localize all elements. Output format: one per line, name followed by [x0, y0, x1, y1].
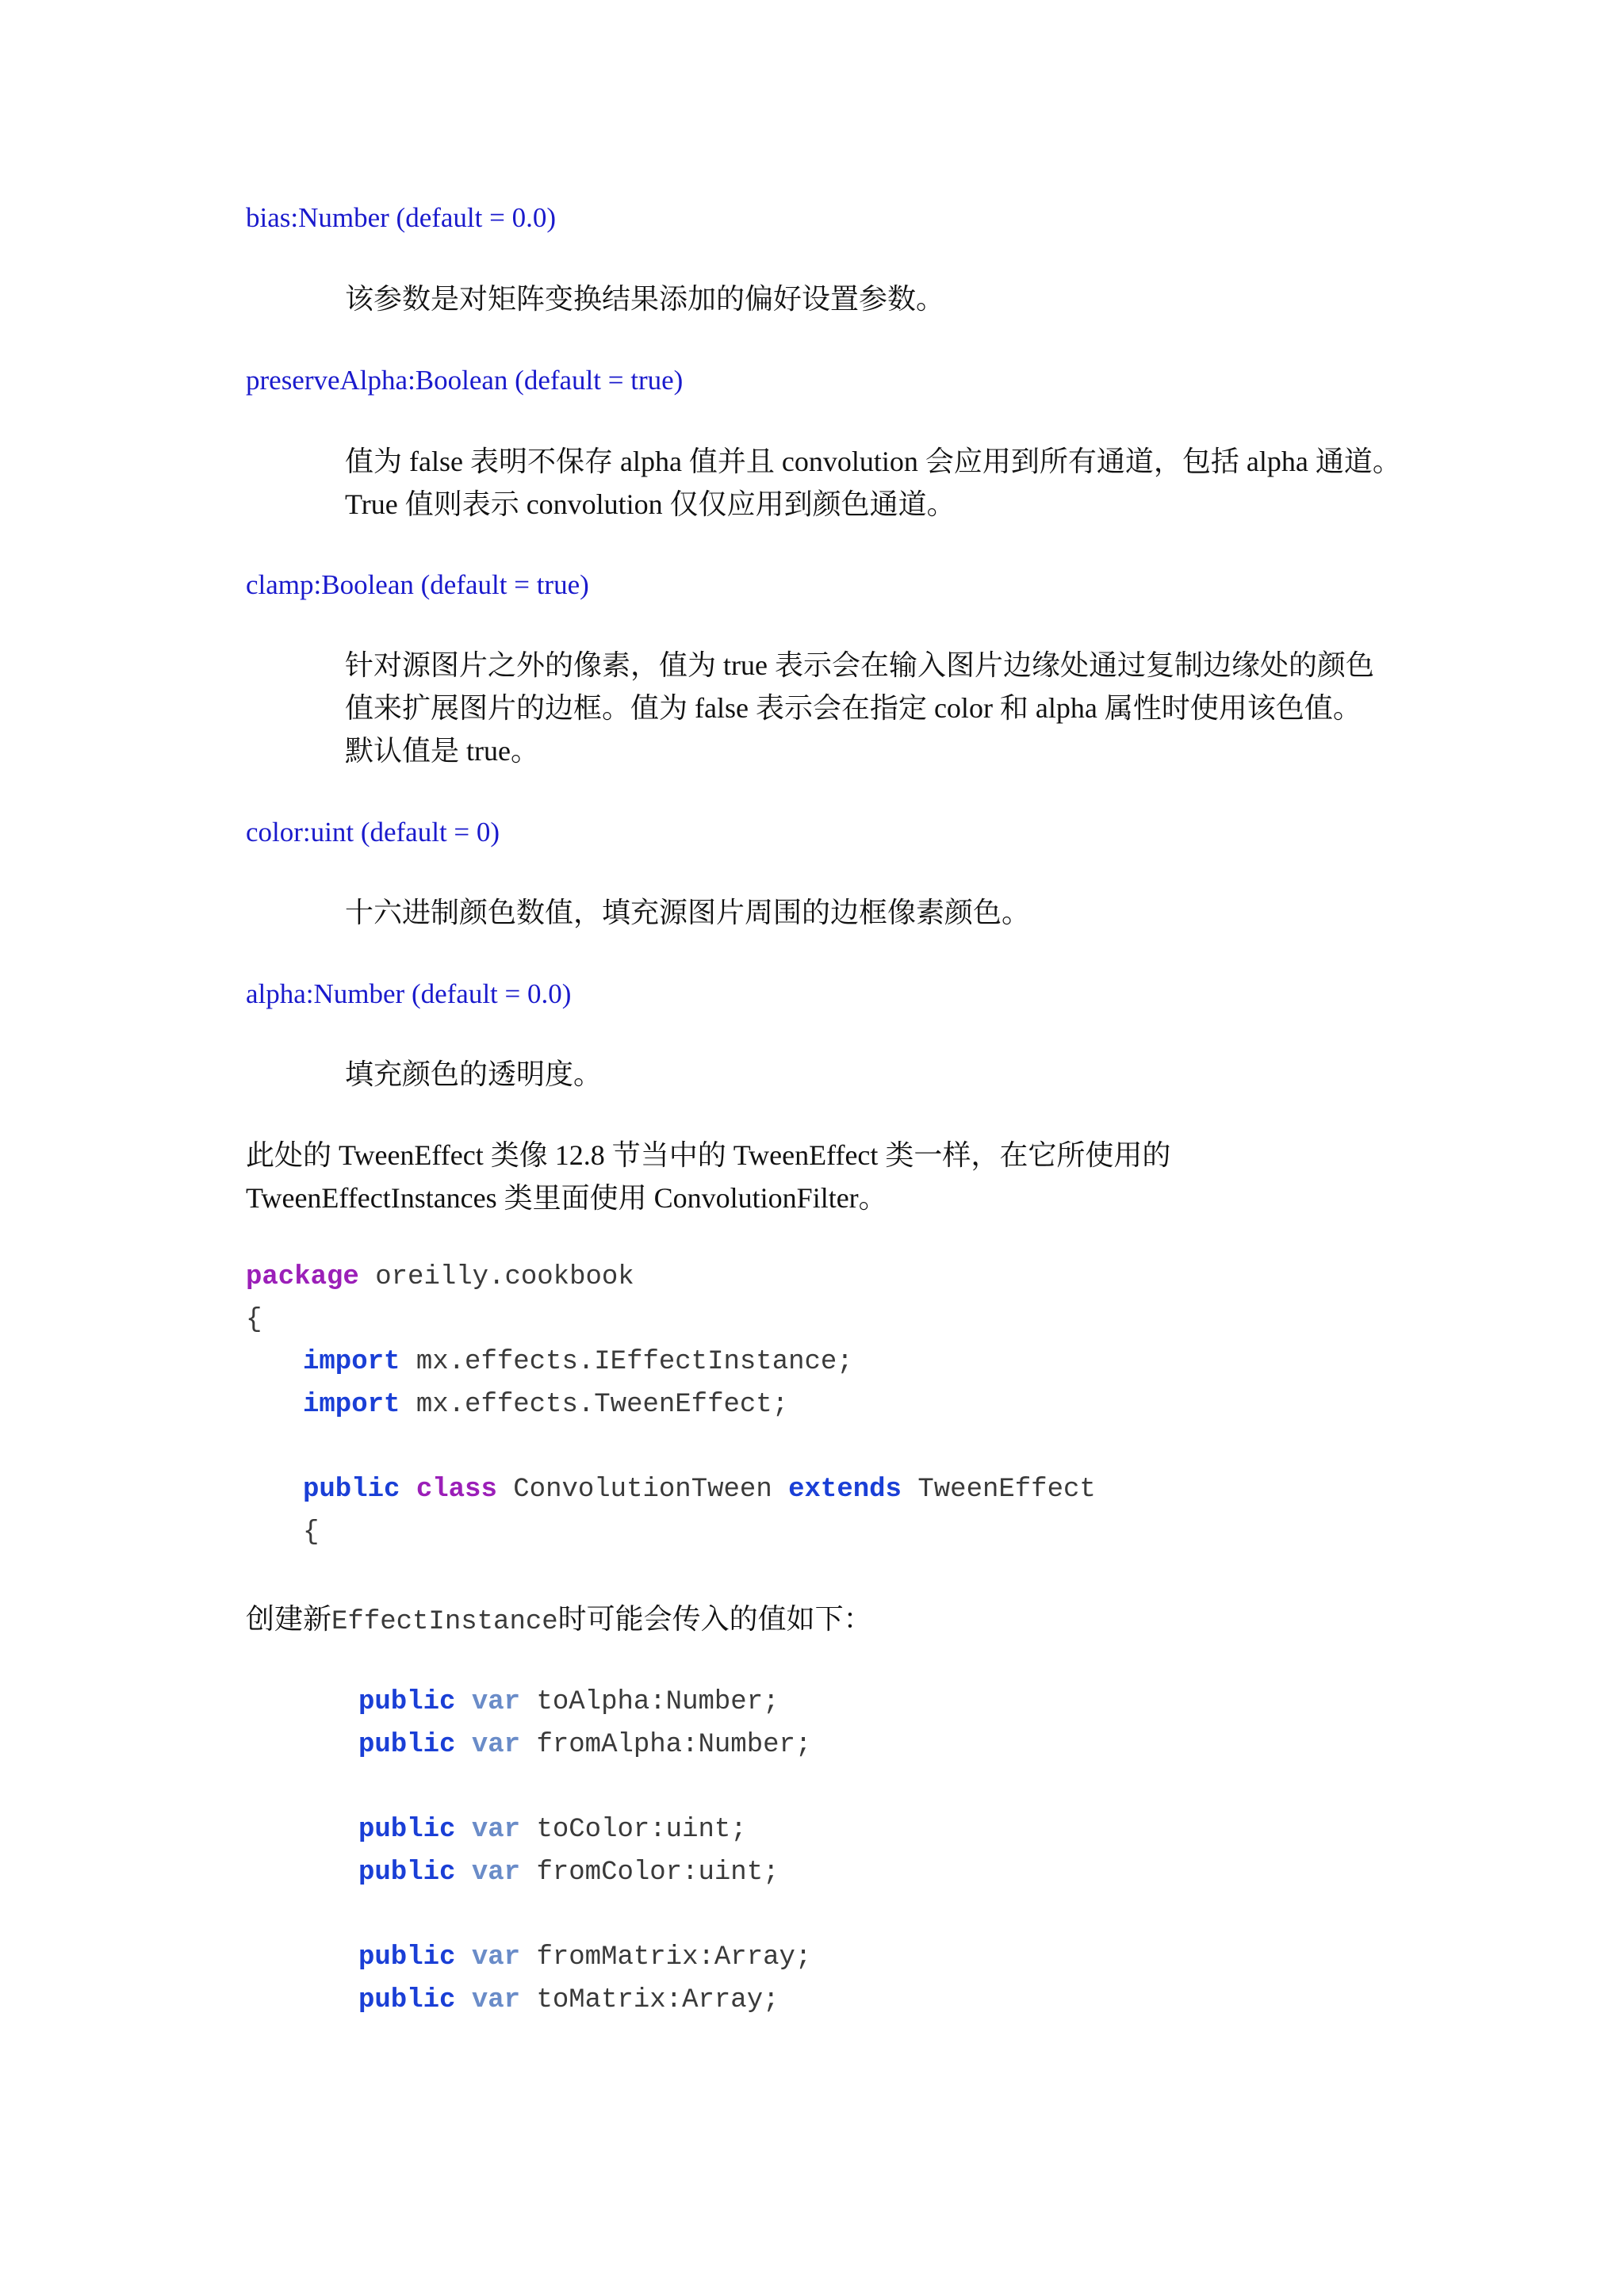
- param-desc-clamp-line-2: 值来扩展图片的边框。值为 false 表示会在指定 color 和 alpha 属性时使用该色值。: [345, 692, 1362, 724]
- keyword-public: public: [303, 1475, 400, 1505]
- param-desc-color-line-1: 十六进制颜色数值，填充源图片周围的边框像素颜色。: [345, 897, 1031, 928]
- decl-to-matrix: toMatrix:Array;: [520, 1985, 779, 2015]
- code-line-package: [246, 1261, 634, 1293]
- keyword-var: var: [471, 1730, 521, 1760]
- intro-paragraph-line-2: TweenEffectInstances 类里面使用 ConvolutionFilter。: [246, 1182, 887, 1214]
- keyword-extends: extends: [788, 1475, 902, 1505]
- code-line-decl-to-color: [358, 1814, 747, 1846]
- decl-to-color: toColor:uint;: [520, 1815, 747, 1845]
- param-desc-preserve-alpha-line-2: True 值则表示 convolution 仅仅应用到颜色通道。: [345, 488, 956, 520]
- decl-to-alpha: toAlpha:Number;: [520, 1687, 779, 1717]
- code-line-open-brace: {: [246, 1305, 262, 1335]
- import-path-1: mx.effects.IEffectInstance;: [400, 1347, 853, 1377]
- super-class-name: TweenEffect: [901, 1475, 1096, 1505]
- code-line-decl-from-color: [358, 1857, 779, 1888]
- keyword-var: var: [471, 1815, 521, 1845]
- intro-paragraph-line-1: 此处的 TweenEffect 类像 12.8 节当中的 TweenEffect 类一样，在它所使用的: [246, 1139, 1171, 1171]
- decl-from-alpha: fromAlpha:Number;: [520, 1730, 812, 1760]
- keyword-public: public: [358, 1815, 456, 1845]
- import-path-2: mx.effects.TweenEffect;: [400, 1390, 789, 1420]
- param-heading-alpha: alpha:Number (default = 0.0): [246, 978, 572, 1009]
- param-heading-preserve-alpha: preserveAlpha:Boolean (default = true): [246, 365, 684, 396]
- keyword-import: import: [303, 1390, 400, 1420]
- code-line-class-decl: [303, 1474, 1096, 1506]
- param-heading-bias: bias:Number (default = 0.0): [246, 202, 557, 233]
- keyword-public: public: [358, 1858, 456, 1888]
- keyword-public: public: [358, 1730, 456, 1760]
- param-heading-clamp: clamp:Boolean (default = true): [246, 569, 589, 600]
- code-line-import-2: [303, 1389, 788, 1421]
- code-line-decl-from-alpha: [358, 1729, 811, 1761]
- keyword-var: var: [471, 1687, 521, 1717]
- middle-text-mono: EffectInstance: [331, 1607, 558, 1637]
- middle-paragraph: [246, 1598, 872, 1644]
- param-desc-alpha-line-1: 填充颜色的透明度。: [345, 1058, 603, 1090]
- code-line-decl-to-matrix: [358, 1984, 779, 2016]
- keyword-package: package: [246, 1262, 359, 1292]
- middle-text-suffix: 时可能会传入的值如下：: [557, 1603, 872, 1635]
- code-line-decl-to-alpha: [358, 1686, 779, 1718]
- keyword-var: var: [471, 1985, 521, 2015]
- param-desc-clamp-line-3: 默认值是 true。: [345, 735, 539, 767]
- keyword-public: public: [358, 1985, 456, 2015]
- code-line-inner-brace: {: [303, 1517, 320, 1548]
- code-line-import-1: [303, 1346, 853, 1378]
- keyword-class: class: [416, 1475, 497, 1505]
- keyword-var: var: [471, 1942, 521, 1973]
- param-heading-color: color:uint (default = 0): [246, 817, 500, 848]
- package-name: oreilly.cookbook: [358, 1262, 634, 1292]
- keyword-public: public: [358, 1687, 456, 1717]
- param-desc-clamp-line-1: 针对源图片之外的像素，值为 true 表示会在输入图片边缘处通过复制边缘处的颜色: [345, 649, 1374, 681]
- keyword-import: import: [303, 1347, 400, 1377]
- code-line-decl-from-matrix: [358, 1942, 811, 1973]
- class-name: ConvolutionTween: [496, 1475, 789, 1505]
- middle-text-prefix: 创建新: [246, 1603, 332, 1635]
- keyword-public: public: [358, 1942, 456, 1973]
- keyword-var: var: [471, 1858, 521, 1888]
- param-desc-bias-line-1: 该参数是对矩阵变换结果添加的偏好设置参数。: [345, 283, 945, 315]
- decl-from-matrix: fromMatrix:Array;: [520, 1942, 812, 1973]
- param-desc-preserve-alpha-line-1: 值为 false 表明不保存 alpha 值并且 convolution 会应用到所有通道，包括 alpha 通道。: [345, 446, 1401, 477]
- decl-from-color: fromColor:uint;: [520, 1858, 779, 1888]
